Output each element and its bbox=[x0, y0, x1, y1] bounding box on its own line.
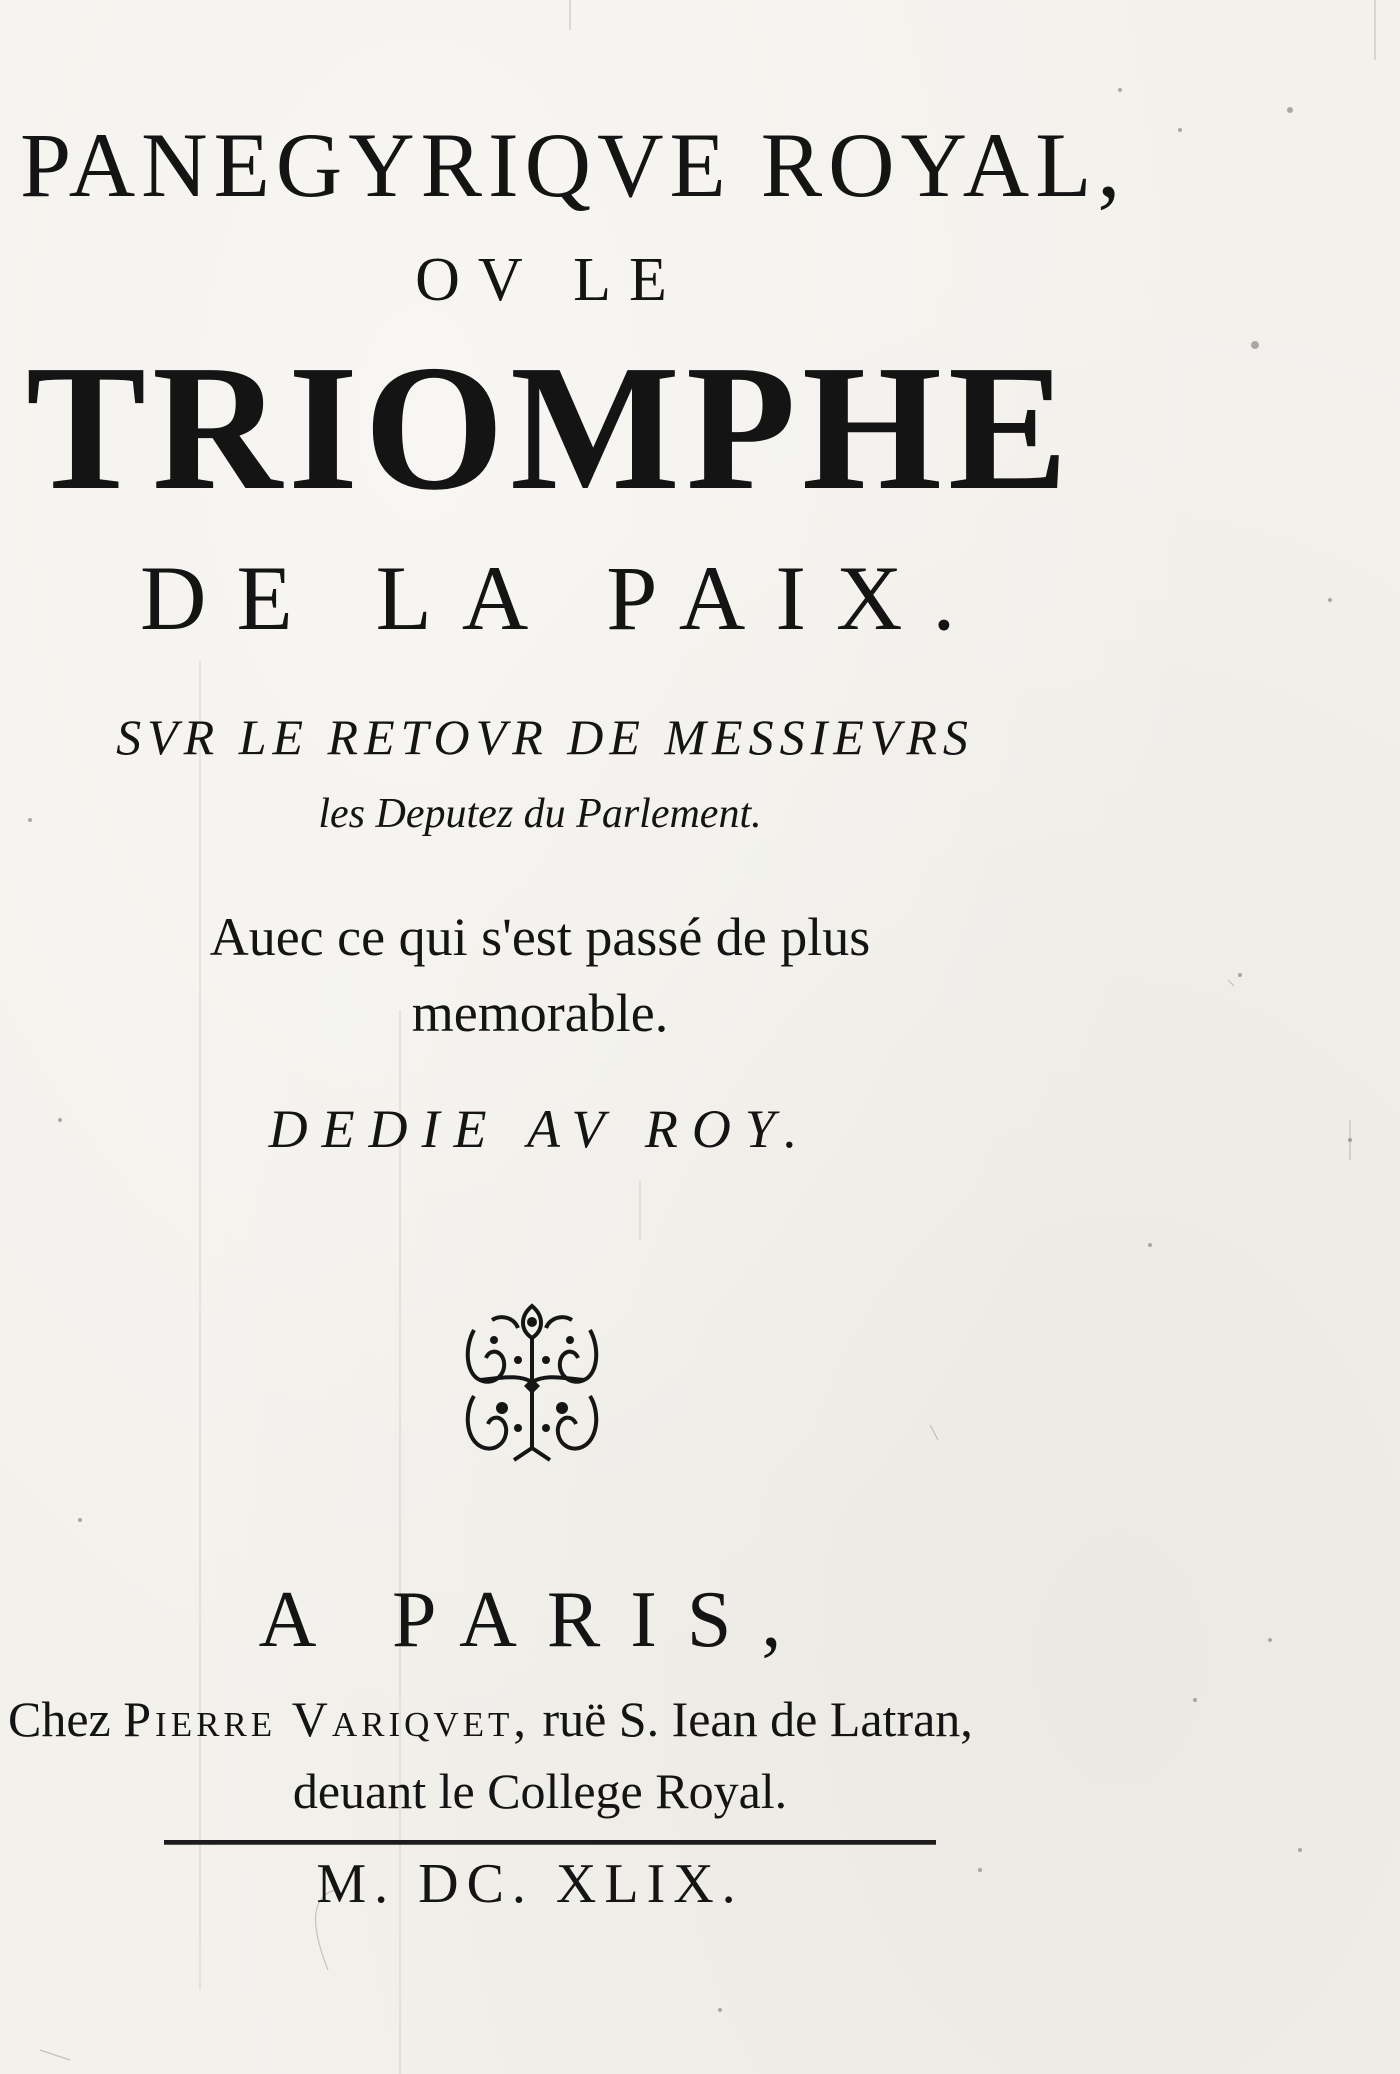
printer-name: Pierre Variqvet, bbox=[123, 1691, 530, 1747]
subtitle-line-deputez: les Deputez du Parlement. bbox=[318, 791, 762, 837]
subtitle-line-memorable: memorable. bbox=[411, 983, 669, 1043]
imprint-city: A PARIS, bbox=[258, 1576, 812, 1664]
imprint-location-line: deuant le College Royal. bbox=[292, 1763, 788, 1819]
subtitle-line-auec: Auec ce qui s'est passé de plus bbox=[209, 907, 871, 967]
title-line-panegyrique: PANEGYRIQVE ROYAL, bbox=[20, 114, 1127, 216]
imprint-printer-line bbox=[8, 1690, 1070, 1748]
subtitle-line-retour: SVR LE RETOVR DE MESSIEVRS bbox=[116, 709, 974, 765]
imprint-date: M. DC. XLIX. bbox=[316, 1853, 744, 1915]
title-line-de-la-paix: DE LA PAIX. bbox=[140, 547, 986, 649]
imprint-prefix: Chez bbox=[8, 1691, 124, 1747]
title-line-ou-le: OV LE bbox=[415, 246, 685, 314]
dedication-line: DEDIE AV ROY. bbox=[268, 1099, 812, 1159]
divider-rule bbox=[164, 1840, 936, 1845]
title-line-triomphe: TRIOMPHE bbox=[25, 328, 1075, 527]
printers-ornament bbox=[462, 1300, 602, 1468]
imprint-address: ruë S. Iean de Latran, bbox=[529, 1691, 973, 1747]
